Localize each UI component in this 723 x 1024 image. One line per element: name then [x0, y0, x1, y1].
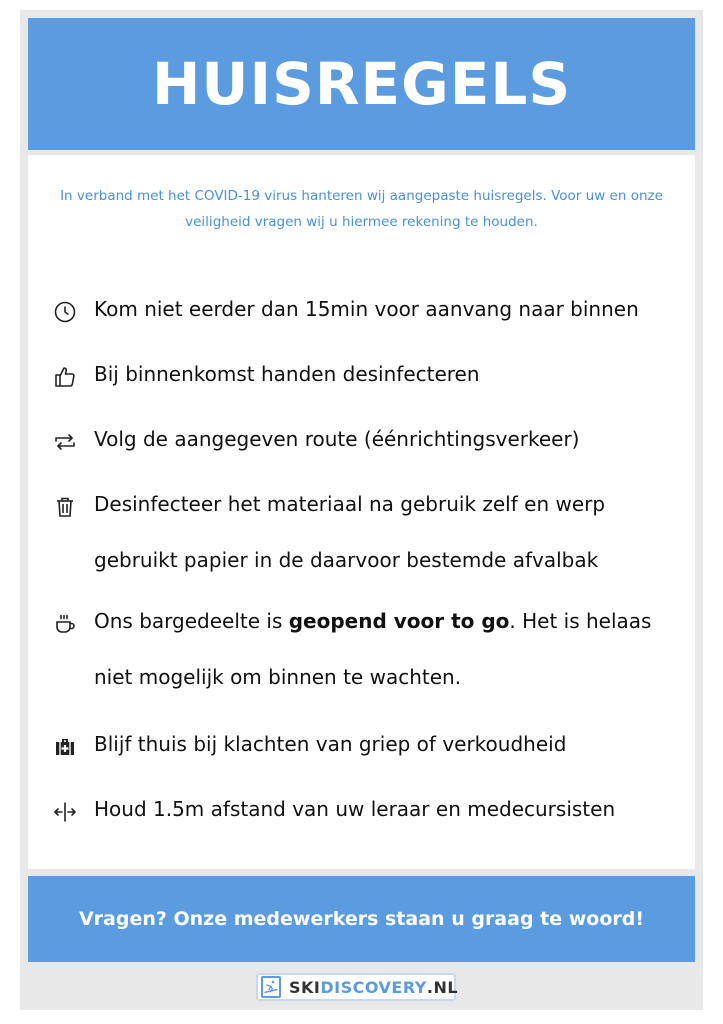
thumbs-up-icon — [52, 364, 78, 390]
rule-item-route — [52, 425, 672, 467]
logo-text-discovery: DISCOVERY — [320, 977, 427, 997]
skier-icon — [261, 976, 281, 998]
page-title: HUISREGELS — [151, 50, 572, 118]
footer-text: Vragen? Onze medewerkers staan u graag te woord! — [78, 908, 645, 930]
clock-icon — [52, 299, 78, 325]
rule-text: Desinfecteer het materiaal na gebruik zelf en werp gebruikt papier in de daarvoor bestemde afvalbak — [94, 492, 606, 572]
rule-text: Houd 1.5m afstand van uw leraar en medecursisten — [94, 797, 616, 821]
rule-item-bar — [52, 607, 672, 705]
footer-banner — [28, 876, 695, 962]
coffee-cup-icon — [52, 611, 78, 637]
repeat-arrows-icon — [52, 429, 78, 455]
rule-item-symptoms — [52, 730, 672, 772]
first-aid-kit-icon — [52, 734, 78, 760]
rule-text — [94, 593, 672, 705]
rule-text-before: Ons bargedeelte is — [94, 609, 289, 633]
intro-text: In verband met het COVID-19 virus hanteren wij aangepaste huisregels. Voor uw en onze veiligheid vragen wij u hiermee rekening te houden. — [60, 188, 663, 230]
poster — [20, 10, 703, 1010]
logo-text-nl: .NL — [426, 977, 459, 997]
rule-text: Kom niet eerder dan 15min voor aanvang naar binnen — [94, 297, 639, 321]
rule-text: Bij binnenkomst handen desinfecteren — [94, 362, 480, 386]
rule-text-bold: geopend voor to go — [288, 609, 510, 633]
rule-item-arrival — [52, 295, 672, 337]
rule-item-distance — [52, 795, 672, 837]
logo-text-ski: SKI — [289, 977, 321, 997]
rule-text: Volg de aangegeven route (éénrichtingsverkeer) — [94, 427, 580, 451]
rule-text-after: . Het is helaas niet mogelijk om binnen te wachten. — [94, 609, 652, 689]
header-banner — [28, 18, 695, 150]
skidiscovery-logo — [256, 973, 459, 1001]
rule-item-disinfect — [52, 490, 672, 588]
distance-arrows-icon — [52, 799, 78, 825]
trash-icon — [52, 494, 78, 520]
rule-item-hands — [52, 360, 672, 402]
rule-text: Blijf thuis bij klachten van griep of verkoudheid — [94, 732, 567, 756]
rules-panel — [28, 155, 695, 869]
